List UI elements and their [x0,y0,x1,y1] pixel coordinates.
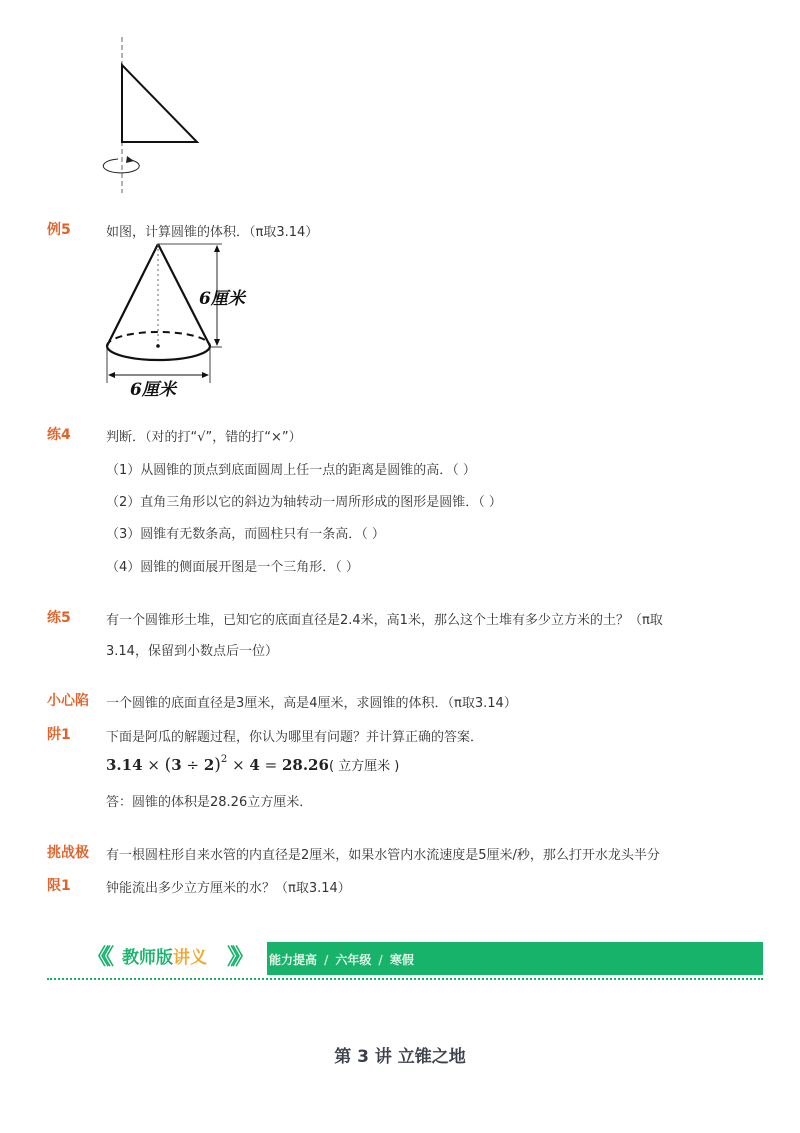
formula-pi: 3.14 [106,756,143,774]
practice4-item: （4）圆锥的侧面展开图是一个三角形．（ ） [106,560,359,575]
formula-height: 4 [249,756,260,774]
trap1-text-line2: 下面是阿瓜的解题过程，你认为哪里有问题？并计算正确的答案． [106,730,484,745]
practice5-text-line1: 有一个圆锥形土堆，已知它的底面直径是2.4米，高1米，那么这个土堆有多少立方米的土？（π取 [106,613,663,628]
chevron-left-icon: 《《 [87,945,109,970]
breadcrumb-item: 六年级 [335,953,372,967]
breadcrumb-item: 寒假 [389,953,414,967]
formula-divisor: 2 [203,756,215,774]
height-arrow-down [214,339,220,346]
trap1-label-line2: 阱1 [47,727,71,743]
banner-breadcrumb: 能力提高 / 六年级 / 寒假 [269,953,414,967]
rotation-arrow-icon [103,159,139,173]
challenge1-label-line2: 限1 [47,878,71,894]
footer-banner [47,942,763,975]
right-triangle [122,65,197,142]
example5-text: 如图，计算圆锥的体积．（π取3.14） [106,225,319,240]
cone-base-center [156,344,160,348]
formula-unit: ( 立方厘米 ) [328,759,400,774]
trap1-formula: $3.14 \times (3 \div 2)^2 \times 4 = 28.26$( 立方厘米 ) [106,754,400,775]
chevron-right-icon: 》》 [227,945,249,970]
cone-diameter-label: 6厘米 [130,380,176,400]
triangle-rotation-figure [95,35,215,195]
cone-height-label: 6厘米 [199,289,245,309]
practice4-item: （3）圆锥有无数条高，而圆柱只有一条高．（ ） [106,527,385,542]
formula-diameter: 3 [171,756,182,774]
practice4-label: 练4 [47,427,71,443]
practice5-text-line2: 3.14，保留到小数点后一位） [106,644,278,659]
practice4-item: （2）直角三角形以它的斜边为轴转动一周所形成的图形是圆锥．（ ） [106,495,502,510]
challenge1-text-line1: 有一根圆柱形自来水管的内直径是2厘米，如果水管内水流速度是5厘米/秒，那么打开水龙头半分 [106,848,660,863]
height-arrow-up [214,245,220,252]
challenge1-text-line2: 钟能流出多少立方厘米的水？（π取3.14） [106,881,351,896]
example5-label: 例5 [47,222,71,238]
practice5-label: 练5 [47,610,71,626]
width-arrow-left [108,372,115,378]
trap1-text-line1: 一个圆锥的底面直径是3厘米，高是4厘米，求圆锥的体积．（π取3.14） [106,696,517,711]
banner-title: 教师版讲义 [122,948,207,968]
formula-result: 28.26 [281,756,329,774]
trap1-label-line1: 小心陷 [47,693,89,709]
rotation-arrowhead-icon [126,156,134,163]
practice4-item: （1）从圆锥的顶点到底面圆周上任一点的距离是圆锥的高．（ ） [106,463,476,478]
cone-base-front [107,346,210,360]
chapter-title: 第 3 讲 立锥之地 [334,1047,466,1067]
cone-figure [100,238,270,403]
cone-left-side [107,244,158,346]
challenge1-label-line1: 挑战极 [47,845,89,861]
width-arrow-right [202,372,209,378]
breadcrumb-item: 能力提高 [269,953,318,967]
banner-dotted-divider [47,978,763,980]
formula-exponent: 2 [220,754,228,765]
practice4-intro: 判断．（对的打“√”，错的打“×”） [106,430,302,445]
trap1-answer: 答：圆锥的体积是28.26立方厘米． [106,795,313,810]
